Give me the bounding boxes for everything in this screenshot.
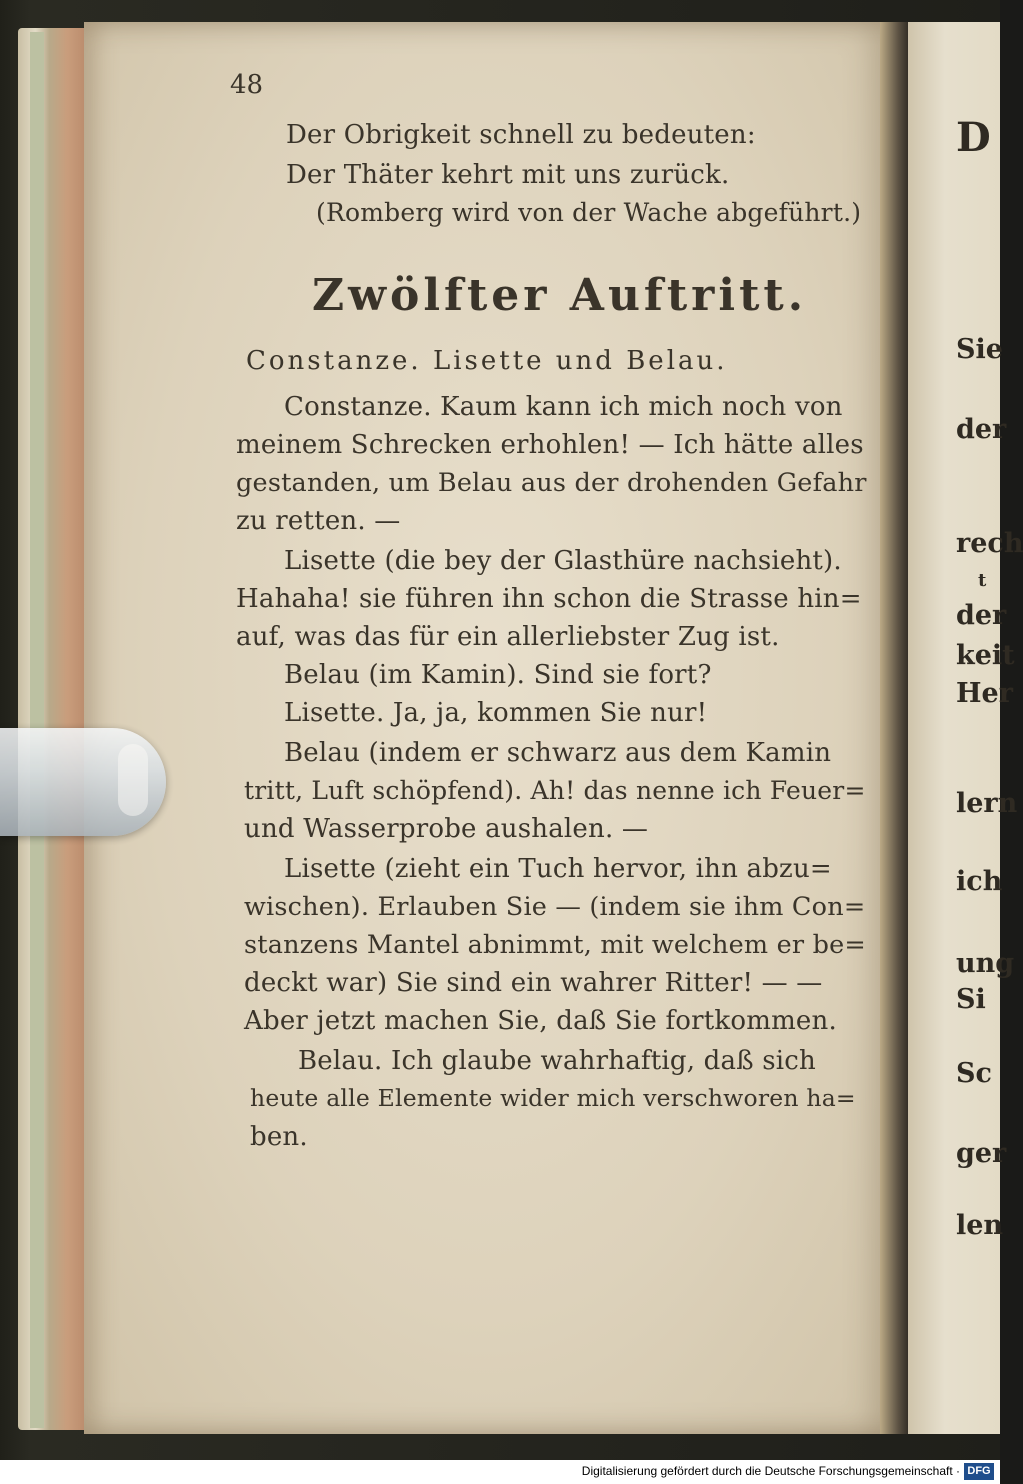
text-line: Belau (indem er schwarz aus dem Kamin — [284, 738, 832, 768]
facing-fragment: ung — [956, 948, 1015, 979]
funding-credit: Digitalisierung gefördert durch die Deutsche Forschungsgemeinschaft · — [581, 1464, 960, 1478]
book-gutter — [880, 22, 910, 1434]
facing-fragment: rech — [956, 528, 1023, 559]
text-line: heute alle Elemente wider mich verschworen ha= — [250, 1084, 856, 1112]
text-line: Hahaha! sie führen ihn schon die Strasse hin= — [236, 584, 862, 614]
text-line: auf, was das für ein allerliebster Zug ist. — [236, 622, 780, 652]
text-line: ben. — [250, 1122, 308, 1152]
text-line: Lisette. Ja, ja, kommen Sie nur! — [284, 698, 708, 728]
page-number: 48 — [230, 70, 264, 100]
text-line: Aber jetzt machen Sie, daß Sie fortkommen. — [244, 1006, 837, 1036]
text-line: Der Obrigkeit schnell zu bedeuten: — [286, 120, 756, 150]
facing-fragment: Her — [956, 678, 1013, 709]
text-line: zu retten. — — [236, 506, 401, 536]
book-page — [84, 22, 892, 1434]
facing-page — [908, 22, 1023, 1434]
text-line: Constanze. Kaum kann ich mich noch von — [284, 392, 843, 422]
text-line: Belau (im Kamin). Sind sie fort? — [284, 660, 712, 690]
facing-fragment: der — [956, 414, 1007, 445]
text-line: wischen). Erlauben Sie — (indem sie ihm Con= — [244, 892, 866, 922]
facing-fragment: Si — [956, 984, 986, 1015]
text-line: Belau. Ich glaube wahrhaftig, daß sich — [298, 1046, 817, 1076]
facing-fragment: Sc — [956, 1058, 992, 1089]
text-line: tritt, Luft schöpfend). Ah! das nenne ich Feuer= — [244, 776, 866, 805]
text-line: und Wasserprobe aushalen. — — [244, 814, 649, 844]
scene-heading: Zwölfter Auftritt. — [312, 270, 808, 321]
facing-fragment: ger — [956, 1138, 1007, 1169]
facing-fragment: D — [956, 114, 991, 161]
text-line: Lisette (die bey der Glasthüre nachsieht). — [284, 546, 842, 576]
text-line: (Romberg wird von der Wache abgeführt.) — [316, 198, 862, 227]
text-line: Constanze. Lisette und Belau. — [246, 346, 728, 376]
text-line: meinem Schrecken erhohlen! — Ich hätte alles — [236, 430, 864, 460]
facing-fragment: t — [978, 570, 987, 591]
facing-fragment: keit — [956, 640, 1015, 671]
text-line: gestanden, um Belau aus der drohenden Gefahr — [236, 468, 867, 498]
dfg-logo: DFG — [964, 1463, 994, 1480]
text-line: stanzens Mantel abnimmt, mit welchem er be= — [244, 930, 866, 960]
text-line: deckt war) Sie sind ein wahrer Ritter! — — — [244, 968, 823, 998]
facing-fragment: der — [956, 600, 1007, 631]
facing-fragment: lern — [956, 788, 1018, 819]
text-line: Der Thäter kehrt mit uns zurück. — [286, 160, 730, 190]
page-clip — [0, 728, 166, 836]
text-line: Lisette (zieht ein Tuch hervor, ihn abzu= — [284, 854, 832, 884]
footer-bar — [0, 1460, 1000, 1484]
facing-fragment: ich — [956, 866, 1003, 897]
facing-fragment: Sie — [956, 334, 1003, 365]
facing-fragment: len — [956, 1210, 1004, 1241]
